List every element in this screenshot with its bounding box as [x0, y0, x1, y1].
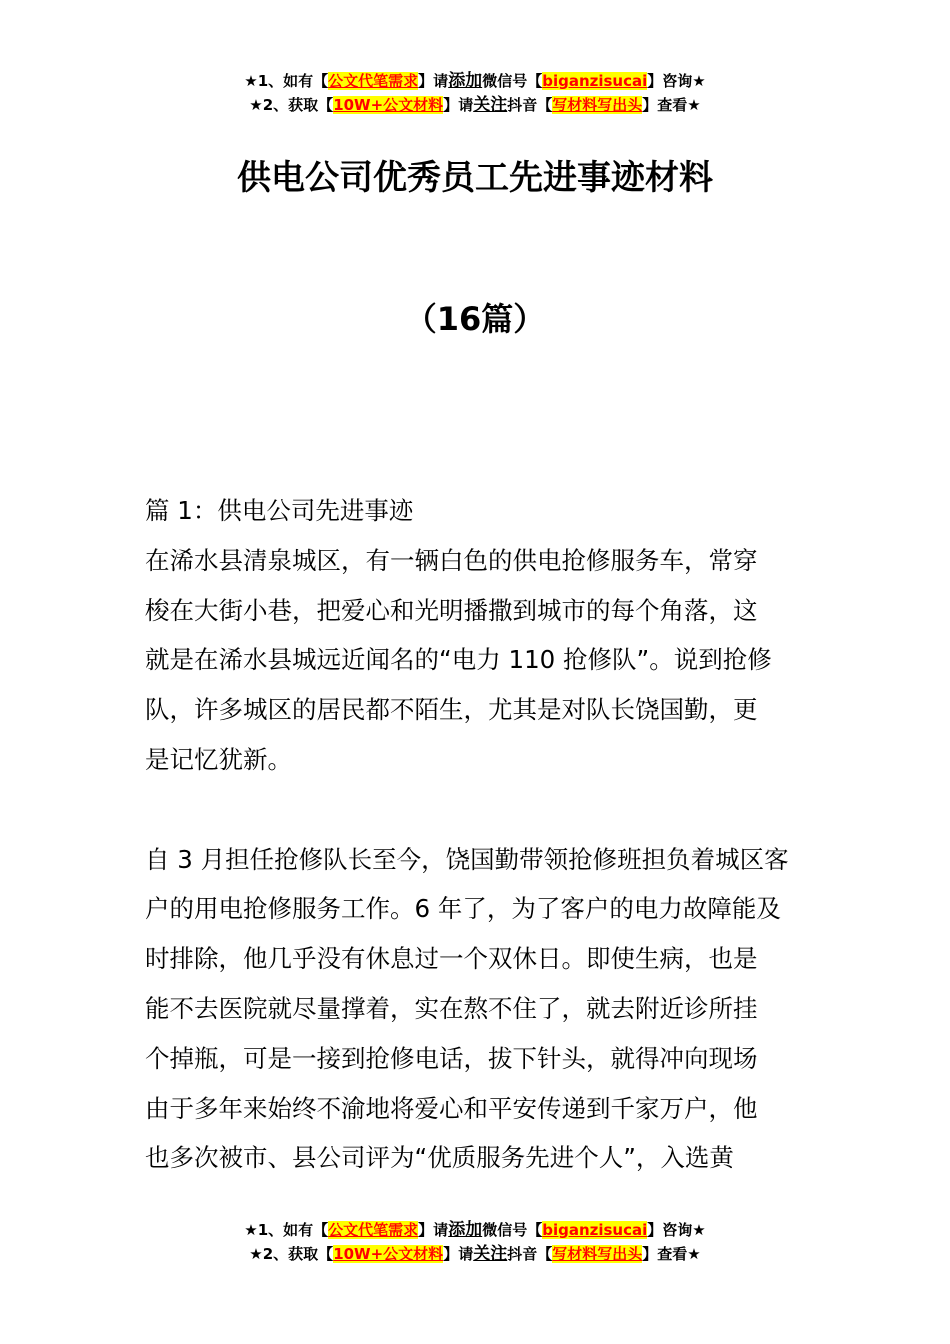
- banner-text: 】查看★: [642, 96, 701, 114]
- wechat-id: biganzisucai: [542, 1221, 648, 1239]
- underlined-text: 关注: [473, 95, 508, 115]
- highlight-text: 10W+公文材料: [333, 1245, 444, 1263]
- highlight-text: 10W+公文材料: [333, 96, 444, 114]
- wechat-id: biganzisucai: [542, 72, 648, 90]
- banner-text: 】咨询★: [647, 72, 706, 90]
- text-line: 梭在大街小巷，把爱心和光明播撒到城市的每个角落，这: [145, 595, 758, 625]
- underlined-text: 添加: [448, 1220, 483, 1240]
- banner-text: 抖音【: [507, 1245, 553, 1263]
- banner-text: ★2、获取【: [249, 1245, 334, 1263]
- banner-line-2: [0, 1242, 950, 1266]
- banner-text: 】请: [418, 1221, 449, 1239]
- text-line: 也多次被市、县公司评为“优质服务先进个人”，入选黄: [145, 1143, 734, 1173]
- douyin-account: 写材料写出头: [552, 1245, 643, 1263]
- text-line: 队，许多城区的居民都不陌生，尤其是对队长饶国勤，更: [145, 695, 758, 725]
- banner-text: 】咨询★: [647, 1221, 706, 1239]
- banner-text: 】请: [443, 1245, 474, 1263]
- highlight-text: 公文代笔需求: [328, 72, 419, 90]
- document-title: 供电公司优秀员工先进事迹材料: [237, 158, 713, 198]
- text-line: 能不去医院就尽量撑着，实在熬不住了，就去附近诊所挂: [145, 993, 758, 1023]
- text-line: 时排除，他几乎没有休息过一个双休日。即使生病，也是: [145, 944, 758, 974]
- banner-text: 】请: [418, 72, 449, 90]
- document-subtitle: （16篇）: [404, 300, 546, 338]
- underlined-text: 关注: [473, 1244, 508, 1264]
- banner-line-1: [0, 69, 950, 93]
- banner-text: 】请: [443, 96, 474, 114]
- text-line: 是记忆犹新。: [145, 744, 292, 774]
- douyin-account: 写材料写出头: [552, 96, 643, 114]
- footer-banner: [0, 1218, 950, 1266]
- paragraph: [145, 486, 825, 785]
- banner-text: 微信号【: [482, 1221, 543, 1239]
- banner-text: 微信号【: [482, 72, 543, 90]
- text-line: 户的用电抢修服务工作。6 年了，为了客户的电力故障能及: [145, 894, 781, 924]
- banner-text: ★1、如有【: [244, 1221, 329, 1239]
- banner-text: ★1、如有【: [244, 72, 329, 90]
- banner-text: ★2、获取【: [249, 96, 334, 114]
- underlined-text: 添加: [448, 71, 483, 91]
- highlight-text: 公文代笔需求: [328, 1221, 419, 1239]
- document-body: [145, 486, 825, 1183]
- text-line: 就是在浠水县城远近闻名的“电力 110 抢修队”。说到抢修: [145, 645, 772, 675]
- banner-text: 抖音【: [507, 96, 553, 114]
- banner-line-1: [0, 1218, 950, 1242]
- text-line: 个掉瓶，可是一接到抢修电话，拔下针头，就得冲向现场: [145, 1043, 758, 1073]
- text-line: 在浠水县清泉城区，有一辆白色的供电抢修服务车，常穿: [145, 545, 758, 575]
- banner-line-2: [0, 93, 950, 117]
- text-line: 由于多年来始终不渝地将爱心和平安传递到千家万户，他: [145, 1093, 758, 1123]
- banner-text: 】查看★: [642, 1245, 701, 1263]
- header-banner: [0, 69, 950, 117]
- paragraph: [145, 835, 825, 1184]
- section-heading: 篇 1：供电公司先进事迹: [145, 496, 414, 525]
- text-line: 自 3 月担任抢修队长至今，饶国勤带领抢修班担负着城区客: [145, 844, 789, 874]
